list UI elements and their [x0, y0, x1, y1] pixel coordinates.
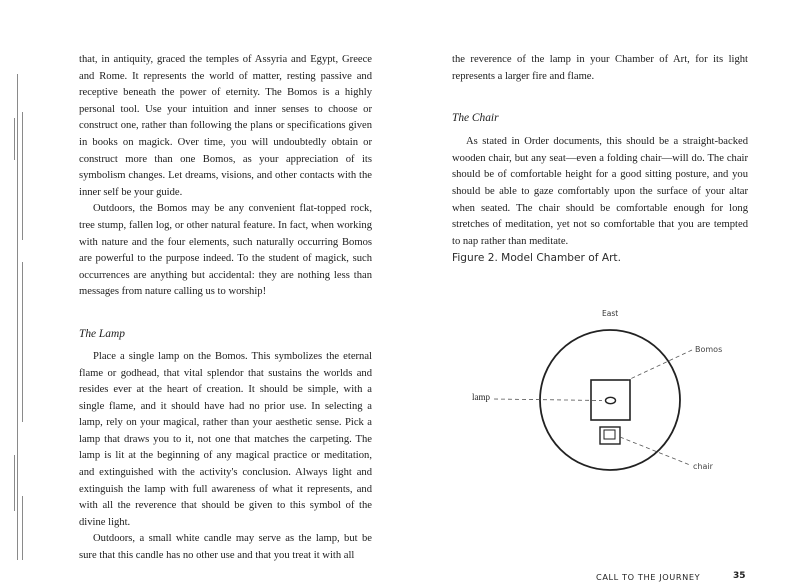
body-paragraph: that, in antiquity, graced the temples of Assyria and Egypt, Greece and Rome. It represents the world of matter, resting passive and receptive beneath the power of eternity. The Bomos is a highly personal tool. Use your intuition and inner senses to choose or construct one, rather than following the plans or specifications given in books on magick. Over time, you will undoubtedly obtain or construct more than one Bomos, as your appreciation of its symbolism changes. Let dreams, visions, and other contacts with the inner self be your guide.	[79, 54, 372, 198]
chamber-of-art-diagram	[452, 300, 748, 480]
body-paragraph: As stated in Order documents, this should be a straight-backed wooden chair, but any seat—even a folding chair—will do. The chair should be of comfortable height for a good sitting posture, and you should be able to gaze comfortably upon the surface of your altar when seated. The chair should be comfortable enough for long stretches of meditation, yet not so comfortable that you are tempted to nap rather than meditate.	[452, 136, 748, 247]
bomos-leader-line	[628, 350, 692, 380]
body-paragraph: Outdoors, the Bomos may be any convenient flat-topped rock, tree stump, fallen log, or other natural feature. In fact, when working with nature and the four elements, such naturally occurring Bomos are powerful to the purpose indeed. To the student of magick, such occurrences are anything but accidental: they are nothing less than messages from nature calling us to worship!	[79, 203, 372, 298]
body-paragraph: Place a single lamp on the Bomos. This symbolizes the eternal flame or godhead, that vital splendor that sustains the worlds and resides ever at the heart of creation. It should be simple, with a single flame, and it should have had no prior use. In selecting a lamp, rely on your magical, rather than your aesthetic sense. Pick a lamp that draws you to it, not one that matches the carpeting. The lamp is lit at the beginning of any magical practice or meditation, and extinguished with the activity's conclusion. Always light and extinguish the lamp with full awareness of what it represents, and with all the reverence that should be given to this symbol of the divine light.	[79, 350, 372, 528]
body-paragraph: Outdoors, a small white candle may serve as the lamp, but be sure that this candle has no other use and that you treat it with all	[79, 533, 372, 562]
section-heading-chair: The Chair	[452, 112, 499, 125]
left-page-column	[79, 52, 372, 565]
section-heading-lamp: The Lamp	[79, 327, 125, 340]
chair-leader-line	[620, 437, 690, 465]
body-paragraph: the reverence of the lamp in your Chamber of Art, for its light represents a larger fire and flame.	[452, 54, 748, 82]
running-footer-title: CALL TO THE JOURNEY	[596, 572, 701, 582]
chair-inner-square	[604, 430, 615, 439]
lamp-symbol	[606, 397, 616, 403]
bomos-altar-square	[591, 380, 630, 420]
label-lamp: lamp	[472, 392, 490, 402]
margin-scan-marks	[0, 0, 40, 581]
label-east: East	[602, 309, 619, 318]
chamber-circle	[540, 330, 680, 470]
page-number: 35	[733, 571, 746, 581]
figure-caption: Figure 2. Model Chamber of Art.	[452, 252, 621, 265]
label-chair: chair	[693, 462, 713, 471]
label-bomos: Bomos	[695, 345, 723, 354]
lamp-leader-line	[494, 399, 602, 401]
right-page-column	[452, 52, 748, 267]
